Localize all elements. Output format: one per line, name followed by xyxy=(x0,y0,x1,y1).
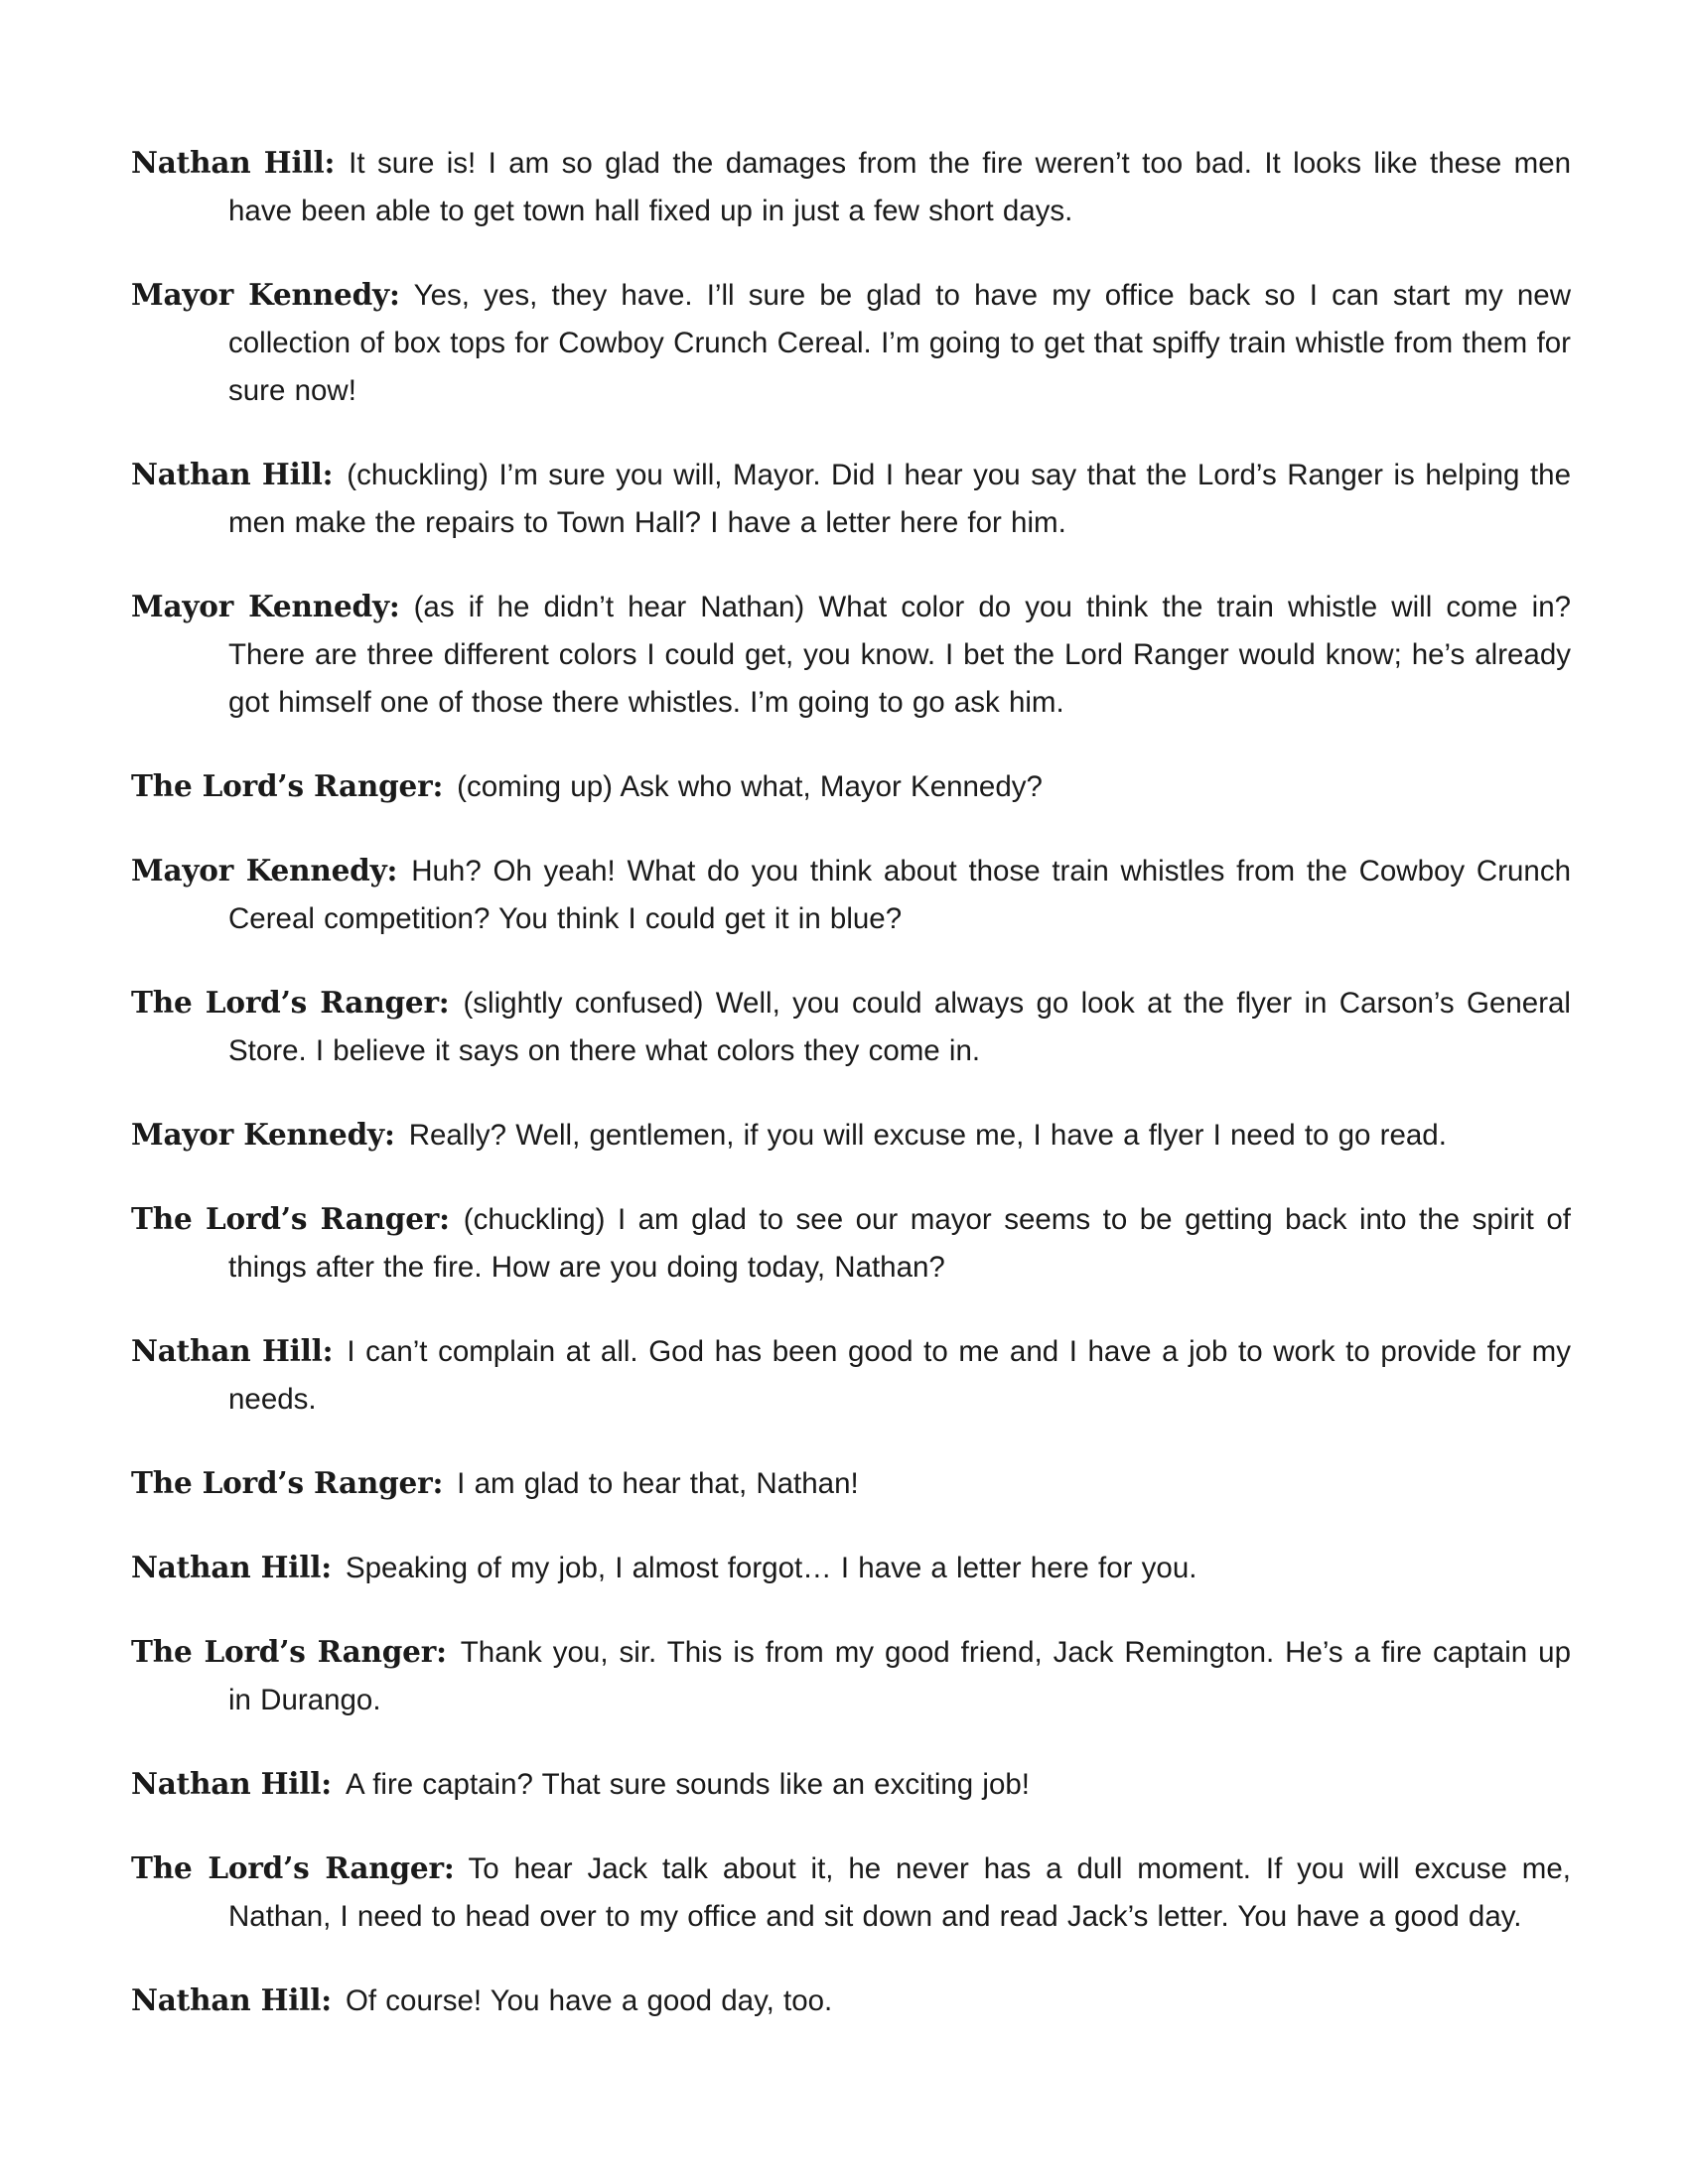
dialogue-text: It sure is! I am so glad the damages from the fire weren’t too bad. It looks like these men have been able to get town hall fixed up in just a few short days. xyxy=(228,147,1572,227)
dialogue-text: Speaking of my job, I almost forgot… I have a letter here for you. xyxy=(345,1552,1197,1584)
dialogue-text: Really? Well, gentlemen, if you will excuse me, I have a flyer I need to go read. xyxy=(408,1119,1447,1152)
dialogue-text: (chuckling) I’m sure you will, Mayor. Did I hear you say that the Lord’s Ranger is helping the men make the repairs to Town Hall? I have a letter here for him. xyxy=(228,459,1571,539)
dialogue-text: Yes, yes, they have. I’ll sure be glad to have my office back so I can start my new collection of box tops for Cowboy Crunch Cereal. I’m going to get that spiffy train whistle from them for sure now! xyxy=(228,279,1571,407)
speaker-name: The Lord’s Ranger: xyxy=(131,985,450,1020)
dialogue-line xyxy=(131,1195,1571,1292)
speaker-name: Mayor Kennedy: xyxy=(131,589,400,623)
speaker-name: The Lord’s Ranger: xyxy=(131,1634,447,1669)
speaker-name: The Lord’s Ranger: xyxy=(131,1465,444,1500)
dialogue-text: I can’t complain at all. God has been good to me and I have a job to work to provide for my needs. xyxy=(228,1335,1572,1416)
speaker-name: The Lord’s Ranger: xyxy=(131,1850,455,1885)
dialogue-line xyxy=(131,1327,1571,1424)
speaker-name: The Lord’s Ranger: xyxy=(131,768,444,803)
dialogue-text: (chuckling) I am glad to see our mayor seems to be getting back into the spirit of things after the fire. How are you doing today, Nathan? xyxy=(228,1203,1571,1284)
dialogue-line xyxy=(131,762,1571,811)
speaker-name: Mayor Kennedy: xyxy=(131,1117,395,1152)
speaker-name: Nathan Hill: xyxy=(131,457,334,491)
dialogue-line xyxy=(131,1459,1571,1508)
dialogue-line xyxy=(131,1977,1571,2025)
dialogue-text: Huh? Oh yeah! What do you think about those train whistles from the Cowboy Crunch Cereal competition? You think I could get it in blue? xyxy=(228,855,1571,935)
dialogue-line xyxy=(131,139,1571,235)
dialogue-line xyxy=(131,847,1571,943)
speaker-name: Nathan Hill: xyxy=(131,145,336,180)
dialogue-text: Thank you, sir. This is from my good friend, Jack Remington. He’s a fire captain up in Durango. xyxy=(228,1636,1571,1716)
dialogue-line xyxy=(131,1111,1571,1160)
speaker-name: Nathan Hill: xyxy=(131,1766,332,1801)
dialogue-line xyxy=(131,1544,1571,1592)
dialogue-line xyxy=(131,979,1571,1075)
speaker-name: Nathan Hill: xyxy=(131,1982,332,2017)
dialogue-text: (as if he didn’t hear Nathan) What color do you think the train whistle will come in? There are three different colors I could get, you know. I bet the Lord Ranger would know; he’s already got himself one of those there whistles. I’m going to go ask him. xyxy=(228,591,1572,719)
dialogue-text: (slightly confused) Well, you could always go look at the flyer in Carson’s General Store. I believe it says on there what colors they come in. xyxy=(228,987,1571,1067)
dialogue-line xyxy=(131,271,1571,415)
speaker-name: Nathan Hill: xyxy=(131,1333,334,1368)
dialogue-text: Of course! You have a good day, too. xyxy=(345,1984,833,2017)
speaker-name: The Lord’s Ranger: xyxy=(131,1201,450,1236)
dialogue-line xyxy=(131,1844,1571,1941)
speaker-name: Mayor Kennedy: xyxy=(131,853,398,887)
dialogue-text: A fire captain? That sure sounds like an exciting job! xyxy=(345,1768,1030,1801)
dialogue-line xyxy=(131,1760,1571,1809)
dialogue-line xyxy=(131,1628,1571,1724)
speaker-name: Mayor Kennedy: xyxy=(131,277,400,312)
dialogue-line xyxy=(131,583,1571,727)
dialogue-text: I am glad to hear that, Nathan! xyxy=(457,1467,859,1500)
dialogue-text: (coming up) Ask who what, Mayor Kennedy? xyxy=(457,770,1043,803)
script-page xyxy=(131,139,1571,2061)
dialogue-line xyxy=(131,451,1571,547)
dialogue-text: To hear Jack talk about it, he never has a dull moment. If you will excuse me, Nathan, I need to head over to my office and sit down and read Jack’s letter. You have a good day. xyxy=(228,1852,1571,1933)
speaker-name: Nathan Hill: xyxy=(131,1550,332,1584)
